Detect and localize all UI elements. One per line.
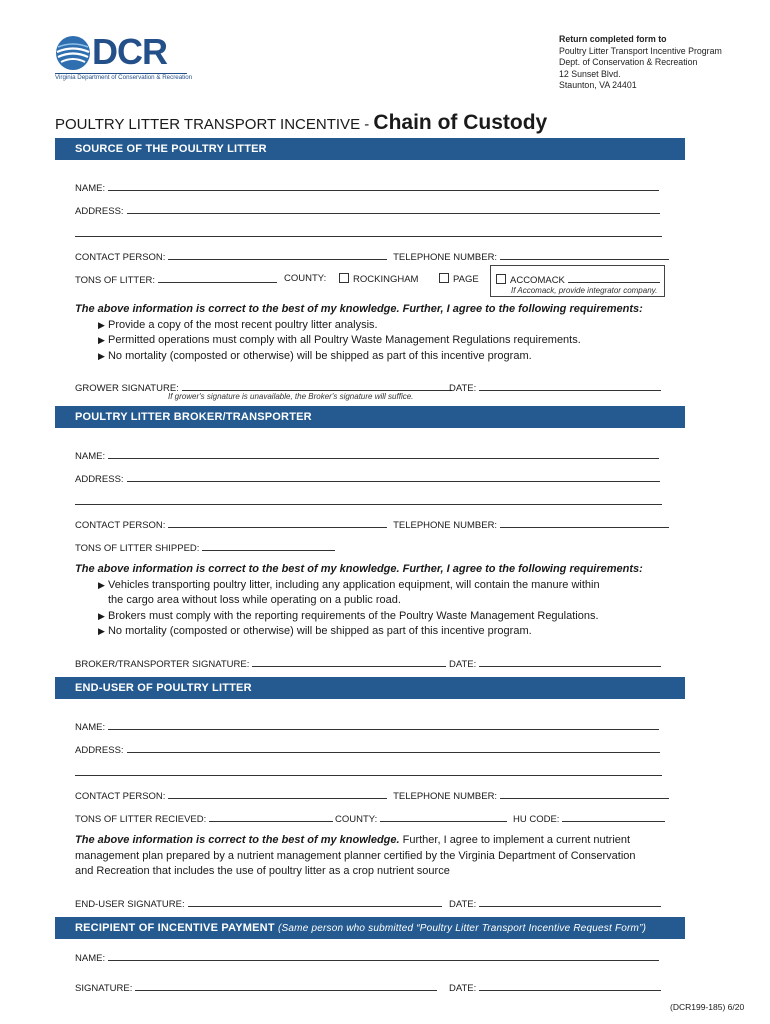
- enduser-contact-field[interactable]: [168, 789, 387, 799]
- recipient-name-field[interactable]: [108, 951, 659, 961]
- enduser-address-label: ADDRESS:: [75, 745, 124, 756]
- source-name-label: NAME:: [75, 183, 106, 194]
- source-cert-statement: The above information is correct to the best of my knowledge. Further, I agree to the following requirements:: [75, 303, 643, 315]
- enduser-tons-row: [75, 812, 333, 825]
- rockingham-checkbox[interactable]: [339, 273, 349, 283]
- enduser-address-row: [75, 743, 660, 756]
- broker-contact-row: [75, 518, 669, 531]
- broker-address-row: [75, 472, 660, 485]
- broker-cert-statement: The above information is correct to the best of my knowledge. Further, I agree to the following requirements:: [75, 563, 643, 575]
- source-tons-row: [75, 273, 277, 286]
- source-req-1: ▶ Provide a copy of the most recent poultry litter analysis.: [98, 318, 378, 331]
- source-req-3: ▶ No mortality (composted or otherwise) will be shipped as part of this incentive program.: [98, 349, 532, 362]
- broker-date-field[interactable]: [479, 657, 661, 667]
- broker-name-label: NAME:: [75, 451, 106, 462]
- return-heading: Return completed form to: [559, 34, 667, 44]
- accomack-checkbox[interactable]: [496, 274, 506, 284]
- recipient-date-label: DATE:: [449, 983, 477, 994]
- logo-subtitle: Virginia Department of Conservation & Recreation: [55, 74, 193, 81]
- enduser-date-label: DATE:: [449, 899, 477, 910]
- source-date-field[interactable]: [479, 381, 661, 391]
- enduser-county-field[interactable]: [380, 812, 507, 822]
- title-bold: Chain of Custody: [373, 111, 548, 134]
- dcr-logo: [55, 31, 193, 85]
- recipient-subheading: (Same person who submitted “Poultry Litter Transport Incentive Request Form”): [278, 923, 647, 934]
- source-county-rockingham[interactable]: ROCKINGHAM: [339, 273, 418, 285]
- enduser-huc-label: HU CODE:: [513, 814, 560, 825]
- recipient-date-row: [449, 981, 661, 994]
- enduser-telephone-label: TELEPHONE NUMBER:: [393, 791, 498, 802]
- source-county-page[interactable]: PAGE: [439, 273, 479, 285]
- grower-signature-field[interactable]: [182, 381, 452, 391]
- broker-certification: [75, 562, 685, 640]
- enduser-tons-field[interactable]: [209, 812, 333, 822]
- broker-telephone-label: TELEPHONE NUMBER:: [393, 520, 498, 531]
- recipient-signature-row: [75, 981, 437, 994]
- source-address-field-2[interactable]: [75, 227, 662, 237]
- broker-tons-row: [75, 541, 335, 554]
- source-county-accomack[interactable]: ACCOMACK: [496, 273, 660, 286]
- broker-req-3: ▶ No mortality (composted or otherwise) will be shipped as part of this incentive program.: [98, 625, 532, 637]
- broker-tons-label: TONS OF LITTER SHIPPED:: [75, 543, 200, 554]
- recipient-name-label: NAME:: [75, 953, 106, 964]
- grower-signature-note: If grower's signature is unavailable, the Broker's signature will suffice.: [168, 392, 414, 401]
- enduser-signature-row: [75, 897, 442, 910]
- source-address-row: [75, 204, 660, 217]
- enduser-certification: [75, 833, 685, 880]
- dcr-globe-icon: [55, 35, 91, 71]
- enduser-name-row: [75, 720, 659, 733]
- enduser-huc-row: [513, 812, 665, 825]
- source-telephone-label: TELEPHONE NUMBER:: [393, 252, 498, 263]
- recipient-date-field[interactable]: [479, 981, 661, 991]
- source-telephone-field[interactable]: [500, 250, 669, 260]
- enduser-contact-row: [75, 789, 669, 802]
- return-line-3: 12 Sunset Blvd.: [559, 68, 621, 79]
- accomack-note: If Accomack, provide integrator company.: [511, 286, 658, 295]
- section-broker-header: POULTRY LITTER BROKER/TRANSPORTER: [55, 406, 685, 428]
- source-certification: [75, 302, 685, 364]
- return-line-1: Poultry Litter Transport Incentive Program: [559, 45, 722, 56]
- title-plain: POULTRY LITTER TRANSPORT INCENTIVE -: [55, 116, 374, 133]
- broker-contact-label: CONTACT PERSON:: [75, 520, 166, 531]
- source-name-field[interactable]: [108, 181, 659, 191]
- broker-req-2: ▶ Brokers must comply with the reporting requirements of the Poultry Waste Management Regulations.: [98, 609, 599, 622]
- source-contact-field[interactable]: [168, 250, 387, 260]
- enduser-cert-line-3: and Recreation that includes the use of poultry litter as a crop nutrient source: [75, 865, 450, 877]
- return-address: [559, 34, 722, 92]
- return-line-2: Dept. of Conservation & Recreation: [559, 57, 698, 67]
- source-address-row-2: [75, 227, 662, 240]
- broker-address-row-2: [75, 495, 662, 508]
- broker-name-field[interactable]: [108, 449, 659, 459]
- source-address-label: ADDRESS:: [75, 206, 124, 217]
- grower-signature-label: GROWER SIGNATURE:: [75, 383, 179, 394]
- form-id: (DCR199-185) 6/20: [670, 1002, 745, 1012]
- page-title: [55, 111, 547, 135]
- enduser-cert-rest: Further, I agree to implement a current nutrient: [399, 834, 631, 846]
- recipient-name-row: [75, 951, 659, 964]
- section-source-header: SOURCE OF THE POULTRY LITTER: [55, 138, 685, 160]
- broker-name-row: [75, 449, 659, 462]
- enduser-huc-field[interactable]: [562, 812, 665, 822]
- source-date-label: DATE:: [449, 383, 477, 394]
- enduser-cert-statement: The above information is correct to the best of my knowledge.: [75, 834, 400, 846]
- source-name-row: [75, 181, 659, 194]
- source-county-label: COUNTY:: [284, 273, 327, 284]
- enduser-address-row-2: [75, 766, 662, 779]
- recipient-signature-label: SIGNATURE:: [75, 983, 133, 994]
- enduser-signature-label: END-USER SIGNATURE:: [75, 899, 185, 910]
- page-checkbox[interactable]: [439, 273, 449, 283]
- recipient-signature-field[interactable]: [135, 981, 437, 991]
- broker-signature-row: [75, 657, 446, 670]
- broker-address-field-2[interactable]: [75, 495, 662, 505]
- broker-address-field[interactable]: [127, 472, 660, 482]
- broker-signature-field[interactable]: [252, 657, 446, 667]
- enduser-telephone-field[interactable]: [500, 789, 669, 799]
- source-tons-field[interactable]: [158, 273, 277, 283]
- enduser-name-label: NAME:: [75, 722, 106, 733]
- broker-address-label: ADDRESS:: [75, 474, 124, 485]
- enduser-county-row: [335, 812, 507, 825]
- broker-req-1: ▶ Vehicles transporting poultry litter, including any application equipment, will contain the manure within: [98, 578, 600, 591]
- source-date-row: [449, 381, 661, 394]
- source-address-field[interactable]: [127, 204, 660, 214]
- source-contact-row: [75, 250, 669, 263]
- broker-signature-label: BROKER/TRANSPORTER SIGNATURE:: [75, 659, 250, 670]
- broker-req-1-cont: the cargo area without loss while operating on a public road.: [108, 594, 401, 606]
- broker-date-row: [449, 657, 661, 670]
- broker-tons-field[interactable]: [202, 541, 335, 551]
- logo-text: DCR: [92, 31, 167, 72]
- enduser-address-field-2[interactable]: [75, 766, 662, 776]
- enduser-tons-label: TONS OF LITTER RECIEVED:: [75, 814, 207, 825]
- source-req-2: ▶ Permitted operations must comply with all Poultry Waste Management Regulations requirements.: [98, 334, 581, 346]
- section-recipient-header: RECIPIENT OF INCENTIVE PAYMENT (Same person who submitted “Poultry Litter Transport Incentive Request Form”): [55, 917, 685, 939]
- broker-telephone-field[interactable]: [500, 518, 669, 528]
- enduser-date-row: [449, 897, 661, 910]
- source-tons-label: TONS OF LITTER:: [75, 275, 156, 286]
- section-enduser-header: END-USER OF POULTRY LITTER: [55, 677, 685, 699]
- source-contact-label: CONTACT PERSON:: [75, 252, 166, 263]
- broker-contact-field[interactable]: [168, 518, 387, 528]
- accomack-integrator-field[interactable]: [568, 273, 660, 283]
- broker-date-label: DATE:: [449, 659, 477, 670]
- enduser-contact-label: CONTACT PERSON:: [75, 791, 166, 802]
- enduser-signature-field[interactable]: [188, 897, 442, 907]
- enduser-county-label: COUNTY:: [335, 814, 378, 825]
- enduser-name-field[interactable]: [108, 720, 659, 730]
- enduser-cert-line-2: management plan prepared by a nutrient management planner certified by the Virginia Department of Conservation: [75, 849, 636, 862]
- enduser-date-field[interactable]: [479, 897, 661, 907]
- enduser-address-field[interactable]: [127, 743, 660, 753]
- return-line-4: Staunton, VA 24401: [559, 80, 637, 90]
